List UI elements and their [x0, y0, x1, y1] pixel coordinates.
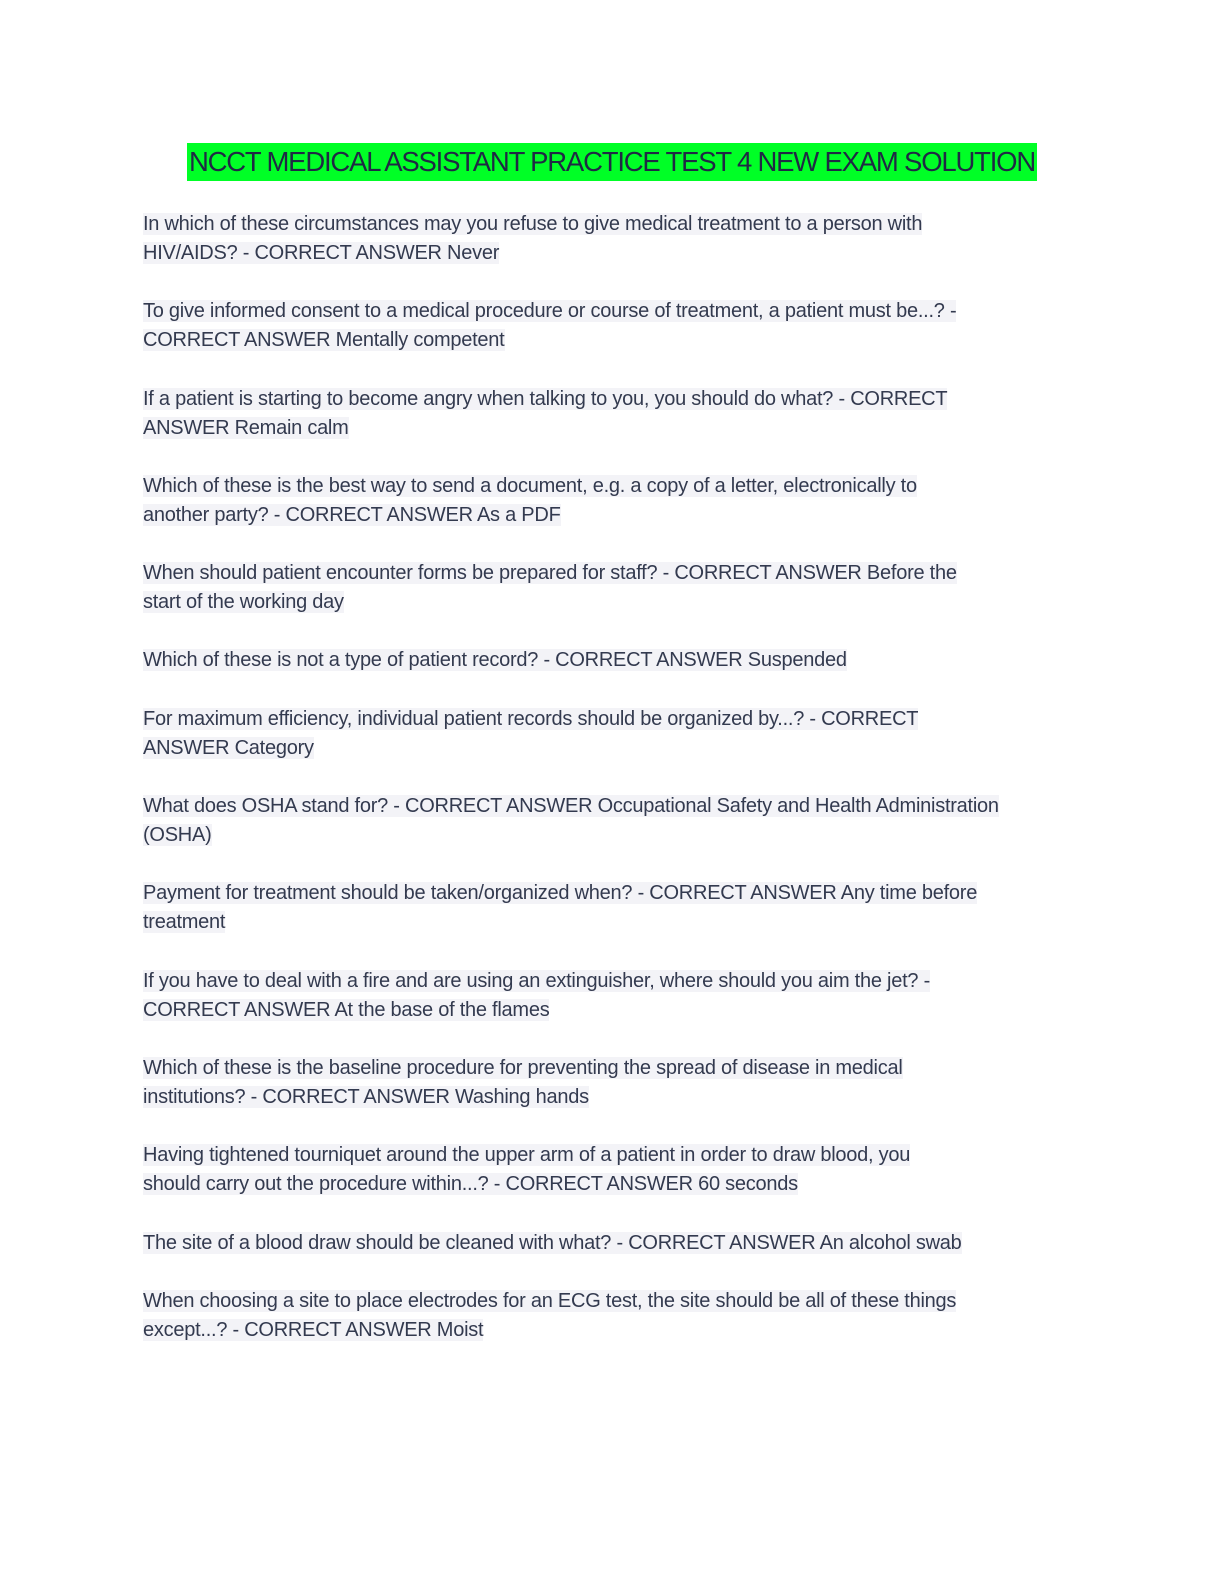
qa-item	[143, 705, 1078, 792]
qa-line-1: When should patient encounter forms be prepared for staff? - CORRECT ANSWER Before the	[143, 562, 957, 585]
qa-item	[143, 792, 1078, 879]
qa-item	[143, 472, 1078, 559]
qa-line-2: CORRECT ANSWER Mentally competent	[143, 329, 505, 352]
qa-line-2: start of the working day	[143, 591, 344, 614]
qa-line-2: ANSWER Remain calm	[143, 416, 349, 439]
qa-item	[143, 210, 1078, 297]
qa-line-1: Which of these is the best way to send a document, e.g. a copy of a letter, electronically to	[143, 474, 917, 497]
qa-line-1: If a patient is starting to become angry when talking to you, you should do what? - CORRECT	[143, 387, 948, 410]
qa-line-2: ANSWER Category	[143, 736, 314, 759]
qa-line-2: treatment	[143, 911, 226, 934]
qa-line-2: institutions? - CORRECT ANSWER Washing hands	[143, 1085, 589, 1108]
qa-list	[143, 210, 1078, 1374]
qa-item	[143, 1287, 1078, 1374]
qa-item	[143, 297, 1078, 384]
qa-line-1: Which of these is the baseline procedure for preventing the spread of disease in medical	[143, 1056, 903, 1079]
qa-item	[143, 1229, 1078, 1287]
qa-line-2: should carry out the procedure within...? - CORRECT ANSWER 60 seconds	[143, 1173, 798, 1196]
qa-line-1: When choosing a site to place electrodes for an ECG test, the site should be all of these things	[143, 1289, 957, 1312]
qa-line-1: If you have to deal with a fire and are using an extinguisher, where should you aim the jet? -	[143, 969, 930, 992]
qa-line-1: Payment for treatment should be taken/organized when? - CORRECT ANSWER Any time before	[143, 882, 978, 905]
qa-line-2: HIV/AIDS? - CORRECT ANSWER Never	[143, 242, 500, 264]
qa-line-1: What does OSHA stand for? - CORRECT ANSWER Occupational Safety and Health Administration	[143, 795, 999, 818]
qa-line-2: except...? - CORRECT ANSWER Moist	[143, 1318, 484, 1341]
qa-line-1: Which of these is not a type of patient record? - CORRECT ANSWER Suspended	[143, 649, 847, 672]
qa-line-1: The site of a blood draw should be cleaned with what? - CORRECT ANSWER An alcohol swab	[143, 1231, 962, 1254]
qa-line-1: For maximum efficiency, individual patient records should be organized by...? - CORRECT	[143, 707, 919, 730]
qa-item	[143, 879, 1078, 966]
title-wrapper	[0, 143, 1224, 181]
qa-item	[143, 1054, 1078, 1141]
qa-line-1: To give informed consent to a medical procedure or course of treatment, a patient must be...? -	[143, 300, 957, 323]
qa-line-2: (OSHA)	[143, 824, 212, 847]
qa-item	[143, 646, 1078, 704]
qa-item	[143, 559, 1078, 646]
qa-item	[143, 1141, 1078, 1228]
qa-line-2: another party? - CORRECT ANSWER As a PDF	[143, 503, 561, 526]
qa-line-1: Having tightened tourniquet around the upper arm of a patient in order to draw blood, you	[143, 1144, 911, 1167]
qa-line-1: In which of these circumstances may you refuse to give medical treatment to a person with	[143, 213, 923, 235]
qa-item	[143, 967, 1078, 1054]
qa-item	[143, 385, 1078, 472]
qa-line-2: CORRECT ANSWER At the base of the flames	[143, 998, 550, 1021]
document-title: NCCT MEDICAL ASSISTANT PRACTICE TEST 4 NEW EXAM SOLUTION	[187, 143, 1037, 181]
